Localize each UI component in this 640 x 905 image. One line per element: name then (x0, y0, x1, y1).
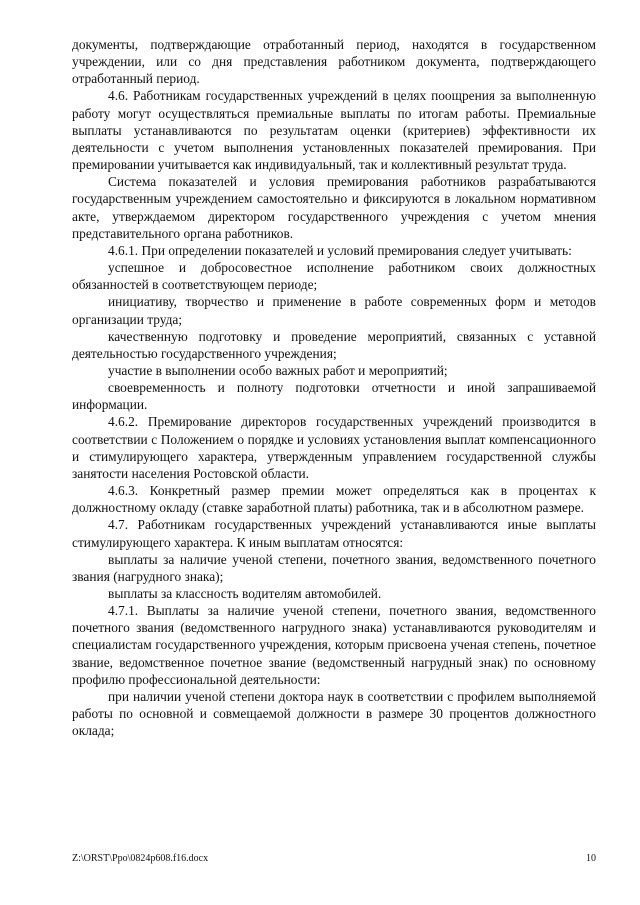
body-paragraph: своевременность и полноту подготовки отчетности и иной запрашиваемой информации. (72, 380, 596, 413)
footer-file-path: Z:\ORST\Ppo\0824p608.f16.docx (72, 853, 209, 864)
body-paragraph: 4.7.1. Выплаты за наличие ученой степени, почетного звания, ведомственного почетного звания (ведомственного нагрудного знака) устанавливаются руководителям и специалистам государственного учреждения, которым присвоена ученая степень, почетное звание, ведомственное почетное звание (ведомственный нагрудный знак) по основному профилю профессиональной деятельности: (72, 603, 596, 687)
body-paragraph: качественную подготовку и проведение мероприятий, связанных с уставной деятельностью государственного учреждения; (72, 328, 596, 361)
body-paragraph: 4.6. Работникам государственных учреждений в целях поощрения за выполненную работу могут осуществляться премиальные выплаты по итогам работы. Премиальные выплаты устанавливаются по результатам оценки (критериев) эффективности их деятельности с учетом выполнения установленных показателей премирования. При премировании учитывается как индивидуальный, так и коллективный результат труда. (72, 88, 596, 173)
body-paragraph: 4.7. Работникам государственных учреждений устанавливаются иные выплаты стимулирующего характера. К иным выплатам относятся: (72, 517, 596, 550)
body-paragraph: Система показателей и условия премирования работников разрабатываются государственным учреждением самостоятельно и фиксируются в локальном нормативном акте, утверждаемом директором государственного учреждения с учетом мнения представительного органа работников. (72, 174, 596, 241)
body-paragraph: 4.6.2. Премирование директоров государственных учреждений производится в соответствии с Положением о порядке и условиях установления выплат компенсационного и стимулирующего характера, утвержденным управлением государственной службы занятости населения Ростовской области. (72, 414, 596, 481)
page-footer (72, 853, 596, 865)
body-paragraph: документы, подтверждающие отработанный период, находятся в государственном учреждении, или со дня представления работником документа, подтверждающего отработанный период. (72, 37, 596, 87)
footer-page-number: 10 (586, 853, 596, 864)
body-paragraph: участие в выполнении особо важных работ и мероприятий; (108, 362, 448, 378)
body-paragraph: выплаты за наличие ученой степени, почетного звания, ведомственного почетного звания (нагрудного знака); (72, 551, 596, 584)
document-page (72, 36, 596, 739)
body-paragraph: 4.6.3. Конкретный размер премии может определяться как в процентах к должностному окладу (ставке заработной платы) работника, так и в абсолютном размере. (72, 483, 596, 516)
body-paragraph: 4.6.1. При определении показателей и условий премирования следует учитывать: (108, 242, 572, 258)
body-paragraph: при наличии ученой степени доктора наук в соответствии с профилем выполняемой работы по основной и совмещаемой должности в размере 30 процентов должностного оклада; (72, 688, 596, 739)
body-paragraph: успешное и добросовестное исполнение работником своих должностных обязанностей в соответствующем периоде; (72, 260, 596, 293)
body-paragraph: инициативу, творчество и применение в работе современных форм и методов организации труда; (72, 294, 596, 327)
body-paragraph: выплаты за классность водителям автомобилей. (108, 586, 382, 601)
